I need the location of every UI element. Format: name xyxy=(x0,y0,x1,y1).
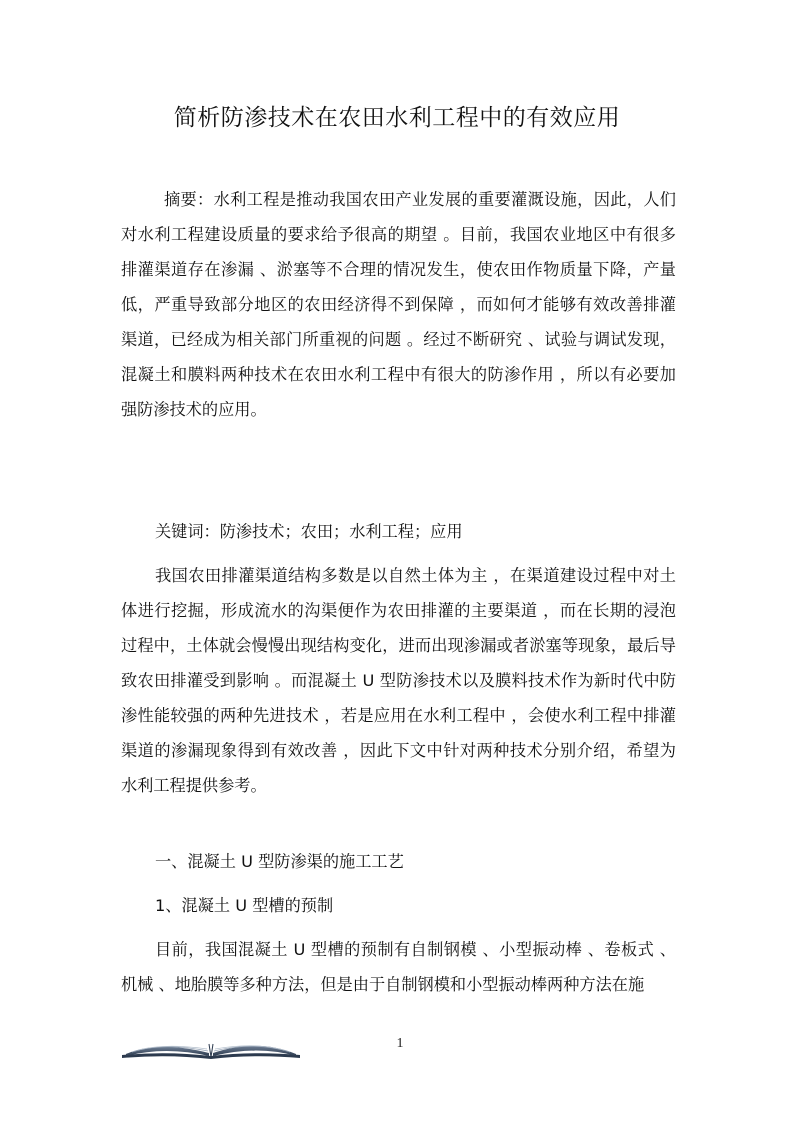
page-number: 1 xyxy=(396,1036,404,1051)
abstract-paragraph: 摘要：水利工程是推动我国农田产业发展的重要灌溉设施，因此，人们对水利工程建设质量的要求给予很高的期望 。目前，我国农业地区中有很多排灌渠道存在渗漏 、淤塞等不合理的情况发生，使农田作物质量下降，产量低，严重导致部分地区的农田经济得不到保障 ，而如何才能够有效改善排灌渠道，已经成为相关部门所重视的问题 。经过不断研究 、试验与调试发现，混凝土和膜料两种技术在农田水利工程中有很大的防渗作用 ，所以有必要加强防渗技术的应用。 xyxy=(121,190,676,419)
body-paragraph: 目前，我国混凝土 U 型槽的预制有自制钢模 、小型振动棒 、卷板式 、机械 、地胎膜等多种方法，但是由于自制钢模和小型振动棒两种方法在施 xyxy=(121,940,676,994)
intro-paragraph: 我国农田排灌渠道结构多数是以自然土体为主 ，在渠道建设过程中对土体进行挖掘，形成流水的沟渠便作为农田排灌的主要渠道 ，而在长期的浸泡过程中，土体就会慢慢出现结构变化，进而出现渗漏或者淤塞等现象，最后导致农田排灌受到影响 。而混凝土 U 型防渗技术以及膜料技术作为新时代中防渗性能较强的两种先进技术 ，若是应用在水利工程中 ，会使水利工程中排灌渠道的渗漏现象得到有效改善 ，因此下文中针对两种技术分别介绍，希望为水利工程提供参考。 xyxy=(121,566,676,795)
open-book-icon xyxy=(118,1034,304,1060)
section-heading: 一、混凝土 U 型防渗渠的施工工艺 xyxy=(155,852,404,871)
keywords-line: 关键词：防渗技术；农田；水利工程；应用 xyxy=(155,522,463,541)
document-title: 简析防渗技术在农田水利工程中的有效应用 xyxy=(173,105,621,131)
subsection-heading: 1、混凝土 U 型槽的预制 xyxy=(155,896,334,915)
